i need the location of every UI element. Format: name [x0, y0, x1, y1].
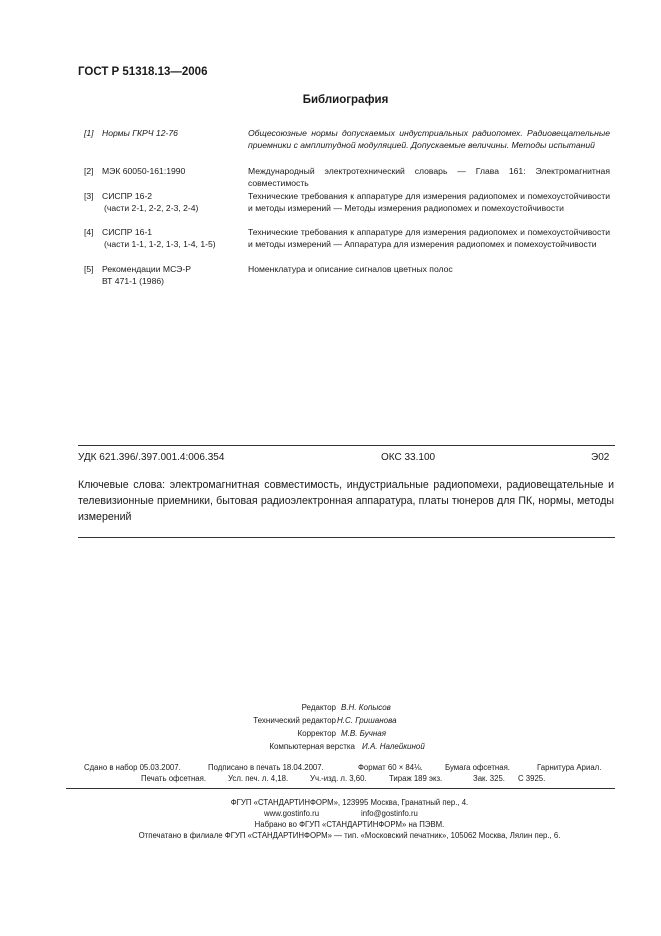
entry-description: Технические требования к аппаратуре для измерения радиопомех и помехоустойчивости и методы измерений — Методы измерения радиопомех и помехоустойчивости — [248, 191, 610, 213]
print-signed: Подписано в печать 18.04.2007. — [208, 763, 324, 772]
entry-reference: МЭК 60050-161:1990 — [102, 166, 186, 176]
print-font: Гарнитура Ариал. — [537, 763, 602, 772]
print-run: Тираж 189 экз. — [389, 774, 443, 783]
tech-editor-label: Технический редактор — [253, 716, 336, 725]
printed-info: Отпечатано в филиале ФГУП «СТАНДАРТИНФОРМ» — тип. «Московский печатник», 105062 Москва, Лялин пер., 6. — [138, 831, 561, 840]
print-method: Печать офсетная. — [141, 774, 207, 783]
print-edit-sheets: Уч.-изд. л. 3,60. — [310, 774, 367, 783]
entry-reference: Рекомендации МСЭ-Р — [102, 264, 191, 274]
publisher-address: ФГУП «СТАНДАРТИНФОРМ», 123995 Москва, Гранатный пер., 4. — [230, 798, 469, 807]
print-format: Формат 60 × 84⅛. — [358, 763, 423, 772]
entry-number: [1] — [84, 128, 94, 138]
entry-reference-parts: (части 1-1, 1-2, 1-3, 1-4, 1-5) — [104, 238, 216, 249]
entry-number: [2] — [84, 166, 94, 176]
print-order: Зак. 325. — [473, 774, 505, 783]
entry-reference-parts: (части 2-1, 2-2, 2-3, 2-4) — [104, 202, 199, 213]
entry-number: [5] — [84, 264, 94, 274]
layout-name: И.А. Налейкиной — [362, 742, 425, 751]
entry-reference-edition: ВТ 471-1 (1986) — [102, 275, 165, 286]
entry-description: Общесоюзные нормы допускаемых индустриальных радиопомех. Радиовещательные приемники с амплитудной модуляцией. Допускаемые величины. Методы испытаний — [248, 128, 610, 150]
editor-label: Редактор — [301, 703, 336, 712]
print-submitted: Сдано в набор 05.03.2007. — [84, 763, 181, 772]
udk-code: УДК 621.396/.397.001.4:006.354 — [78, 452, 225, 463]
group-code: Э02 — [591, 452, 610, 463]
tech-editor-name: Н.С. Гришанова — [337, 716, 397, 725]
entry-description: Технические требования к аппаратуре для измерения радиопомех и помехоустойчивости и методы измерений — Аппаратура для измерения радиопомех и помехоустойчивости — [248, 227, 610, 249]
divider — [78, 445, 615, 446]
entry-number: [3] — [84, 191, 94, 201]
print-paper: Бумага офсетная. — [445, 763, 510, 772]
entry-reference: СИСПР 16-1 — [102, 227, 153, 237]
layout-label: Компьютерная верстка — [269, 742, 355, 751]
typeset-info: Набрано во ФГУП «СТАНДАРТИНФОРМ» на ПЭВМ. — [254, 820, 445, 829]
keywords: Ключевые слова: электромагнитная совместимость, индустриальные радиопомехи, радиовещательные и телевизионные приемники, бытовая радиоэлектронная аппаратура, платы тюнеров для ПК, нормы, методы измерений — [78, 479, 614, 523]
corrector-label: Корректор — [297, 729, 336, 738]
divider — [78, 537, 615, 538]
section-title: Библиография — [302, 94, 389, 106]
oks-code: ОКС 33.100 — [381, 452, 436, 463]
entry-reference: СИСПР 16-2 — [102, 191, 153, 201]
editor-name: В.Н. Копысов — [341, 703, 391, 712]
print-code: С 3925. — [518, 774, 546, 783]
publisher-email[interactable]: info@gostinfo.ru — [361, 809, 418, 818]
standard-code: ГОСТ Р 51318.13—2006 — [78, 66, 208, 78]
print-sheets: Усл. печ. л. 4,18. — [228, 774, 289, 783]
entry-description: Международный электротехнический словарь — Глава 161: Электромагнитная совместимость — [248, 166, 610, 188]
publisher-website[interactable]: www.gostinfo.ru — [264, 809, 320, 818]
corrector-name: М.В. Бучная — [341, 729, 386, 738]
entry-reference: Нормы ГКРЧ 12-76 — [102, 128, 178, 138]
entry-number: [4] — [84, 227, 94, 237]
entry-description: Номенклатура и описание сигналов цветных полос — [248, 264, 453, 274]
divider — [66, 788, 615, 789]
